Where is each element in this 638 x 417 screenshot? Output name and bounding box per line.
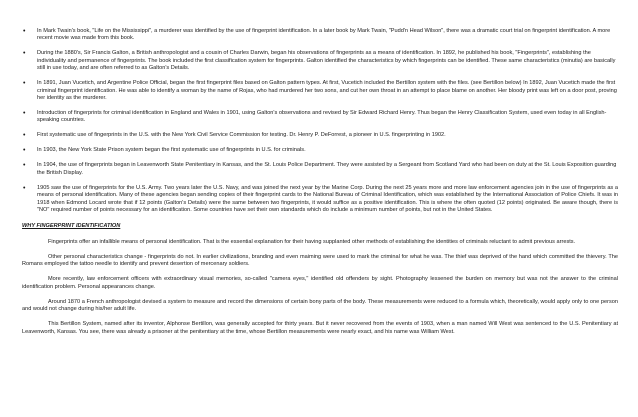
- list-item: [22, 147, 618, 154]
- body-paragraph: Around 1870 a French anthropologist devised a system to measure and record the dimensions of certain bony parts of the body. These measurements were reduced to a formula which, theoretically, would apply only to one person and would not change during his/her adult life.: [22, 298, 618, 313]
- bullet-icon: •: [23, 110, 26, 118]
- bullet-icon: •: [23, 162, 26, 170]
- list-item-text: During the 1880's, Sir Francis Galton, a British anthropologist and a cousin of Charles Darwin, began his observations of fingerprints as a means of identification. In 1892, he published his book, "Fingerprints", establishing the individuality and permanence of fingerprints. The book included the first classification system for fingerprints. Galton identified the characteristics by which fingerprints can be identified. These same characteristics (minutia) are basically still in use today, and are often referred to as Galton's Details.: [37, 50, 616, 72]
- bullet-icon: •: [23, 28, 26, 35]
- body-paragraph: Fingerprints offer an infallible means of personal identification. That is the essential explanation for their having supplanted other methods of establishing the identities of criminals reluctant to admit previous arrests.: [48, 238, 576, 245]
- body-paragraph: This Bertillon System, named after its inventor, Alphonse Bertillon, was generally accepted for thirty years. But it never recovered from the events of 1903, when a man named Will West was sentenced to the U.S. Penitentiary at Leavenworth, Kansas. You see, there was already a prisoner at the penitentiary at the time, whose Bertillon measurements were nearly exact, and his name was William West.: [22, 321, 618, 335]
- list-item: [22, 185, 618, 215]
- list-item-text: First systematic use of fingerprints in the U.S. with the New York Civil Service Commission for testing. Dr. Henry P. DeForrest, a pioneer in U.S. fingerprinting in 1902.: [37, 132, 446, 139]
- list-item-text: Introduction of fingerprints for criminal identification in England and Wales in 1901, using Galton's observations and revised by Sir Edward Richard Henry. Thus began the Henry Classification System, used even today in all English-speaking countries.: [37, 110, 607, 124]
- section-heading: WHY FINGERPRINT IDENTIFICATION: [22, 223, 121, 230]
- list-item: [22, 28, 618, 43]
- list-item-text: In 1904, the use of fingerprints began in Leavenworth State Penitentiary in Kansas, and the St. Louis Police Department. They were assisted by a Sergeant from Scotland Yard who had been on duty at the St. Louis Exposition guarding the British Display.: [37, 162, 617, 176]
- list-item: [22, 162, 618, 177]
- list-item: [22, 80, 618, 102]
- body-paragraph: More recently, law enforcement officers with extraordinary visual memories, so-called "camera eyes," identified old offenders by sight. Photography lessened the burden on memory but was not the answer to the criminal identification problem. Personal appearances change.: [22, 276, 618, 290]
- body-paragraph: Other personal characteristics change - fingerprints do not. In earlier civilizations, branding and even maiming were used to mark the criminal for what he was. The thief was deprived of the hand which committed the thievery. The Romans employed the tattoo needle to identify and prevent desertion of mercenary soldiers.: [22, 253, 618, 268]
- bullet-icon: •: [23, 50, 26, 58]
- bullet-icon: •: [23, 184, 26, 192]
- history-bullet-list: [22, 28, 618, 214]
- bullet-icon: •: [23, 80, 26, 88]
- list-item-text: In 1891, Juan Vucetich, and Argentine Police Official, began the first fingerprint files based on Galton pattern types. At first, Vucetich included the Bertillon system with the files. (see Bertillon below) In 1892, Juan Vucetich made the first criminal fingerprint identification. He was able to identify a woman by the name of Rojas, who had murdered her two sons, and cut her own throat in an attempt to place blame on another. Her bloody print was left on a door post, proving her identity as the murderer.: [37, 80, 617, 102]
- list-item-text: 1905 saw the use of fingerprints for the U.S. Army. Two years later the U.S. Navy, and was joined the next year by the Marine Corp. During the next 25 years more and more law enforcement agencies join in the use of fingerprints as a means of personal identification. Many of these agencies began sending copies of their fingerprint cards to the National Bureau of Criminal Identification, which was established by the International Association of Police Chiefs. It was in 1918 when Edmond Locard wrote that if 12 points (Galton's Details) were the same between two fingerprints, it would suffice as a positive identification. This is where the often quoted (12 points) originated. Be aware though, there is "NO" required number of points necessary for an identification. Some countries have set their own standards which do include a minimum number of points, but not in the United States.: [37, 184, 618, 214]
- list-item: [22, 132, 618, 139]
- list-item-text: In Mark Twain's book, "Life on the Mississippi", a murderer was identified by the use of fingerprint identification. In a later book by Mark Twain, "Pudd'n Head Wilson", there was a dramatic court trial on fingerprint identification. A more recent movie was made from this book.: [37, 28, 611, 42]
- bullet-icon: •: [23, 132, 26, 140]
- bullet-icon: •: [23, 147, 26, 155]
- list-item-text: In 1903, the New York State Prison system began the first systematic use of fingerprints in U.S. for criminals.: [37, 147, 306, 154]
- list-item: [22, 110, 618, 125]
- list-item: [22, 50, 618, 72]
